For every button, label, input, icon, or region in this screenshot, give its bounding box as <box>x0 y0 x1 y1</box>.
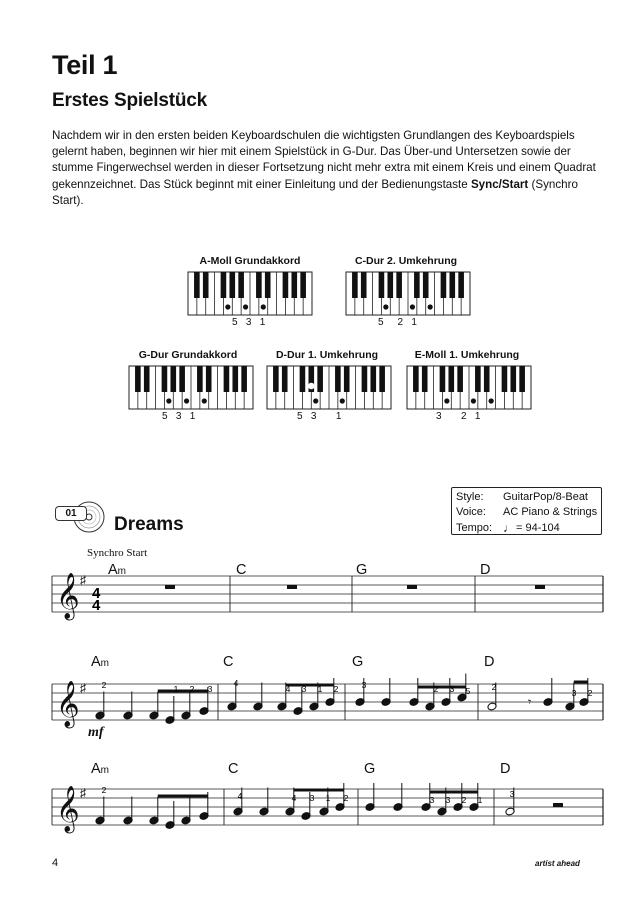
chord-title-em: E-Moll 1. Umkehrung <box>414 349 520 361</box>
intro-text: Nachdem wir in den ersten beiden Keyboardschulen die wichtigsten Grundlangen des Keyboardspiels gelernt haben, beginnen wir hier mit einem Spielstück in G-Dur. Das Über-und Untersetzen sowie der stumme Fingerwechsel werden in dieser Fortsetzung nicht mehr extra mit einem Kreis und einem Quadrat gekennzeichnet. Das Stück beginnt mit einer Einleitung und der Bedienungstaste <box>52 129 596 191</box>
chord-symbol: D <box>500 761 511 777</box>
finger-number: 3 <box>429 795 435 805</box>
notes <box>95 674 589 830</box>
finger-number: 3 <box>309 793 315 803</box>
chord-symbol: D <box>480 562 491 578</box>
style-value: GuitarPop/8-Beat <box>503 491 588 503</box>
half-rest <box>553 803 563 807</box>
chord-title-d: D-Dur 1. Umkehrung <box>275 349 379 361</box>
time-signature-top: 4 <box>92 585 101 602</box>
tempo-key: Tempo: <box>456 521 493 534</box>
finger-number: 4 <box>233 678 239 688</box>
chord-symbol: Am <box>108 562 127 578</box>
chord-symbol: Am <box>91 654 110 670</box>
chord-symbol: C <box>223 654 234 670</box>
time-signature-bottom: 4 <box>92 597 101 614</box>
page-subtitle: Erstes Spielstück <box>52 90 208 111</box>
finger-number: 2 <box>587 688 593 698</box>
voice-value: AC Piano & Strings <box>503 506 598 519</box>
finger-number: 2 <box>189 684 195 694</box>
finger-number: 1 <box>477 795 483 805</box>
track-number-badge: 01 <box>55 506 87 521</box>
finger-number: 4 <box>237 791 243 801</box>
eighth-rest: 𝄾 <box>528 695 532 709</box>
synchro-start-label: Synchro Start <box>87 547 148 559</box>
chord-symbol: G <box>352 654 364 670</box>
finger-number: 3 <box>445 795 451 805</box>
quarter-note-icon: ♩ <box>503 520 515 535</box>
finger-number: 1 <box>325 793 331 803</box>
publisher-logo: artist ahead <box>535 859 580 868</box>
treble-clef-icon: 𝄞 <box>56 682 80 726</box>
finger-number: 1 <box>317 684 323 694</box>
treble-clef-icon: 𝄞 <box>56 787 80 831</box>
finger-number: 2 <box>333 684 339 694</box>
finger-number: 3 <box>207 684 213 694</box>
finger-number: 2 <box>343 793 349 803</box>
finger-number: 4 <box>291 793 297 803</box>
finger-number: 3 <box>361 680 367 690</box>
intro-bold-key: Sync/Start <box>470 177 529 191</box>
chord-symbol: C <box>236 562 247 578</box>
chord-symbol: G <box>364 761 376 777</box>
finger-number: 3 <box>509 789 515 799</box>
chord-symbol: C <box>228 761 239 777</box>
finger-number: 2 <box>101 785 107 795</box>
treble-clef-icon: 𝄞 <box>56 574 80 618</box>
fingers-d: 5 3 1 <box>297 411 342 422</box>
finger-number: 2 <box>461 795 467 805</box>
whole-rest <box>165 585 175 589</box>
finger-number: 2 <box>101 680 107 690</box>
chord-symbol: G <box>356 562 368 578</box>
finger-number: 2 <box>433 684 439 694</box>
tempo-value: = 94-104 <box>516 521 560 534</box>
chord-title-c: C-Dur 2. Umkehrung <box>354 255 458 267</box>
whole-rest <box>407 585 417 589</box>
fingers-am: 5 3 1 <box>232 317 266 328</box>
fingers-g: 5 3 1 <box>162 411 196 422</box>
chord-title-g: G-Dur Grundakkord <box>138 349 238 361</box>
page-title: Teil 1 <box>52 50 118 80</box>
key-signature-sharp: ♯ <box>80 681 86 695</box>
style-key: Style: <box>456 491 484 503</box>
page-number: 4 <box>52 857 59 869</box>
chord-symbol: Am <box>91 761 110 777</box>
chord-title-am: A-Moll Grundakkord <box>199 255 301 267</box>
finger-number: 3 <box>449 684 455 694</box>
finger-number: 2 <box>491 682 497 692</box>
fingers-c: 5 2 1 <box>378 317 417 328</box>
whole-rest <box>535 585 545 589</box>
whole-rest <box>287 585 297 589</box>
finger-number: 1 <box>173 684 179 694</box>
key-signature-sharp: ♯ <box>80 573 86 587</box>
fingerings-system-2 <box>102 678 593 698</box>
finger-number: 3 <box>571 688 577 698</box>
fingers-em: 3 2 1 <box>436 411 481 422</box>
dynamic-marking: mf <box>88 725 104 740</box>
song-title: Dreams <box>114 514 184 535</box>
finger-number: 5 <box>465 686 471 696</box>
intro-text-end: (Synchro Start). <box>52 177 578 207</box>
voice-key: Voice: <box>456 506 486 519</box>
chord-symbol: D <box>484 654 495 670</box>
key-signature-sharp: ♯ <box>80 786 86 800</box>
finger-number: 4 <box>285 684 291 694</box>
finger-number: 3 <box>301 684 307 694</box>
